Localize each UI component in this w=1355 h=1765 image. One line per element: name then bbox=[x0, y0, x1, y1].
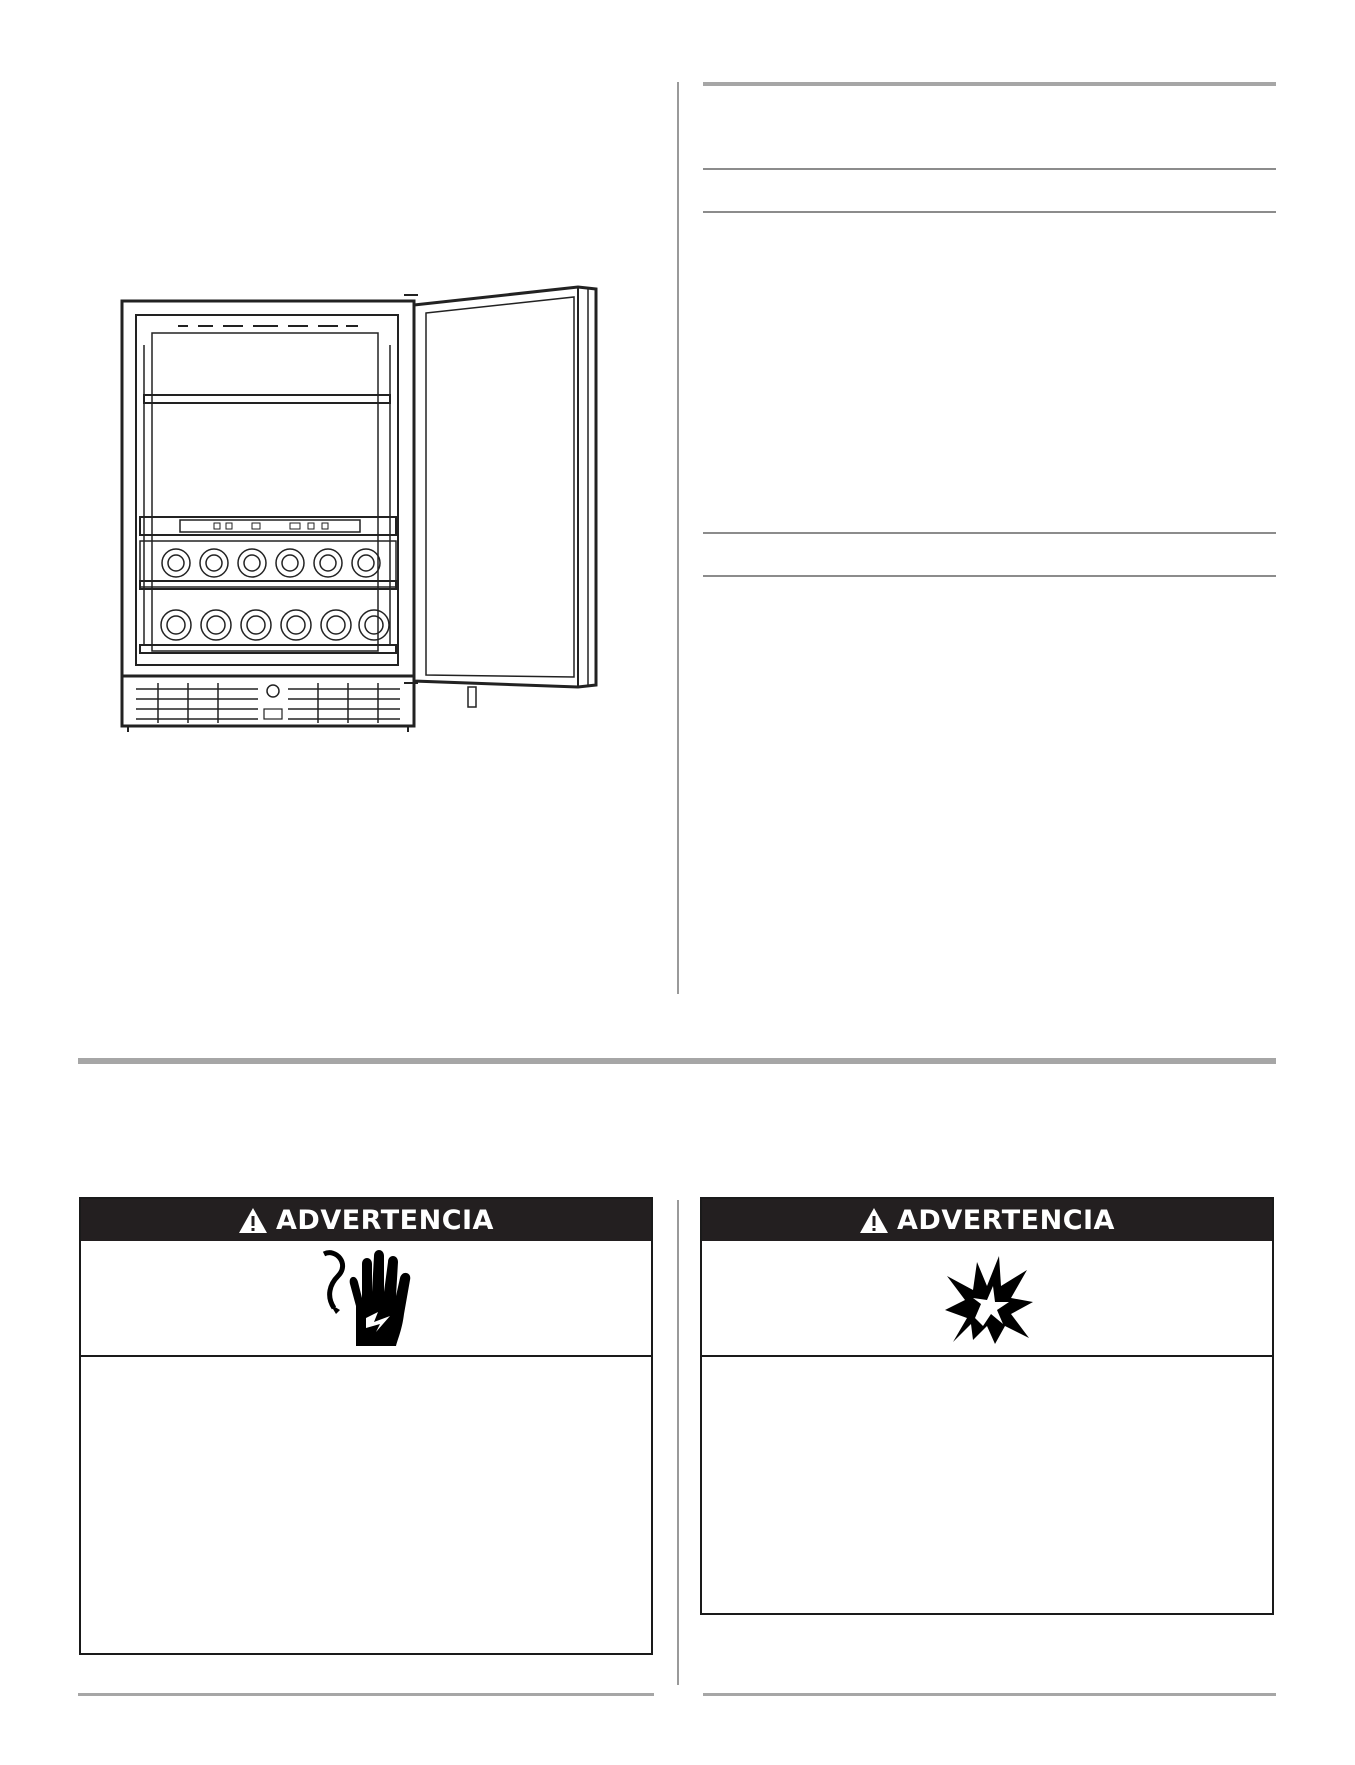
warning-box-electrical bbox=[79, 1197, 653, 1655]
section-rule-3 bbox=[703, 211, 1276, 213]
section-rule-full bbox=[78, 1058, 1276, 1064]
column-divider-top bbox=[677, 82, 679, 994]
warning-header bbox=[702, 1199, 1272, 1241]
warning-icon-row bbox=[702, 1241, 1272, 1357]
electrical-shock-hand-icon bbox=[316, 1246, 416, 1350]
bottom-rule-left bbox=[78, 1693, 654, 1696]
section-rule-4 bbox=[703, 532, 1276, 534]
warning-label: ADVERTENCIA bbox=[897, 1204, 1115, 1236]
beverage-center-illustration bbox=[118, 285, 598, 743]
warning-icon-row bbox=[81, 1241, 651, 1357]
warning-box-explosion bbox=[700, 1197, 1274, 1615]
section-rule-5 bbox=[703, 575, 1276, 577]
explosion-icon bbox=[937, 1252, 1037, 1344]
warning-header bbox=[81, 1199, 651, 1241]
warning-label: ADVERTENCIA bbox=[276, 1204, 494, 1236]
section-rule-top bbox=[703, 82, 1276, 86]
section-rule-2 bbox=[703, 168, 1276, 170]
warning-triangle-icon bbox=[859, 1207, 889, 1234]
warning-triangle-icon bbox=[238, 1207, 268, 1234]
column-divider-bottom bbox=[677, 1200, 679, 1685]
bottom-rule-right bbox=[703, 1693, 1276, 1696]
